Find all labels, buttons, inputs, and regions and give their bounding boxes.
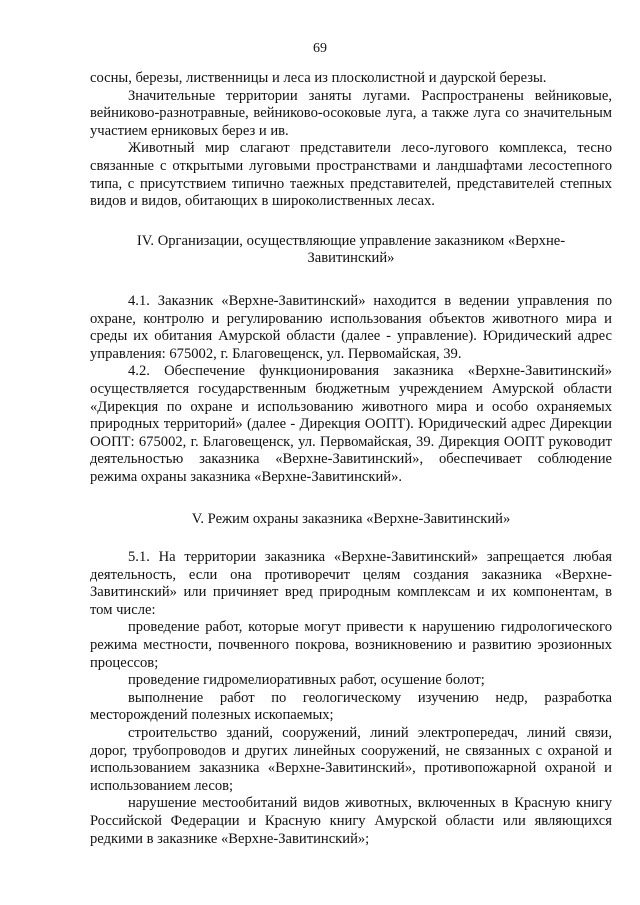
paragraph-continuation: сосны, березы, лиственницы и леса из плосколистной и даурской березы. [90,70,547,86]
list-item: проведение работ, которые могут привести к нарушению гидрологического режима местности, почвенного покрова, возникновению и развитию эрозионных процессов; [90,619,612,671]
paragraph-fauna: Животный мир слагают представители лесо-лугового комплекса, тесно связанные с открытыми луговыми пространствами и ландшафтами лесостепного типа, с присутствием типично таежных представителей, представителей степных видов и видов, обитающих в широколиственных лесах. [90,140,612,210]
list-item: выполнение работ по геологическому изучению недр, разработка месторождений полезных ископаемых; [90,689,612,724]
list-item: строительство зданий, сооружений, линий электропередач, линий связи, дорог, трубопроводов и других линейных сооружений, не связанных с охраной и использованием заказника «Верхне-Завитинский», противопожарной охраной и использованием лесов; [90,725,612,794]
section-5-heading: V. Режим охраны заказника «Верхне-Завитинский» [191,511,511,528]
page-content [90,70,612,848]
list-item: нарушение местообитаний видов животных, включенных в Красную книгу Российской Федерации и Красную книгу Амурской области или являющихся редкими в заказнике «Верхне-Завитинский»; [90,795,612,847]
list-item: проведение гидромелиоративных работ, осушение болот; [128,672,485,689]
section-4-heading: IV. Организации, осуществляющие управление заказником «Верхне-Завитинский» [136,232,566,267]
clause-4-1: 4.1. Заказник «Верхне-Завитинский» находится в ведении управления по охране, контролю и регулированию использования объектов животного мира и среды их обитания Амурской области (далее - управление). Юридический адрес управления: 675002, г. Благовещенск, ул. Первомайская, 39. [90,292,612,362]
clause-4-2: 4.2. Обеспечение функционирования заказника «Верхне-Завитинский» осуществляется государственным бюджетным учреждением Амурской области «Дирекция по охране и использованию животного мира и особо охраняемых природных территорий» (далее - Дирекция ООПТ). Юридический адрес Дирекции ООПТ: 675002, г. Благовещенск, ул. Первомайская, 39. Дирекция ООПТ руководит деятельностью заказника «Верхне-Завитинский», обеспечивает соблюдение режима охраны заказника «Верхне-Завитинский». [90,363,612,485]
paragraph-meadows: Значительные территории заняты лугами. Распространены вейниковые, вейниково-разнотравные, вейниково-осоковые луга, а также луга со значительным участием ерниковых берез и ив. [90,87,612,139]
page-number: 69 [313,41,327,56]
clause-5-1: 5.1. На территории заказника «Верхне-Завитинский» запрещается любая деятельность, если она противоречит целям создания заказника «Верхне-Завитинский» или причиняет вред природным комплексам и их компонентам, в том числе: [90,549,612,618]
